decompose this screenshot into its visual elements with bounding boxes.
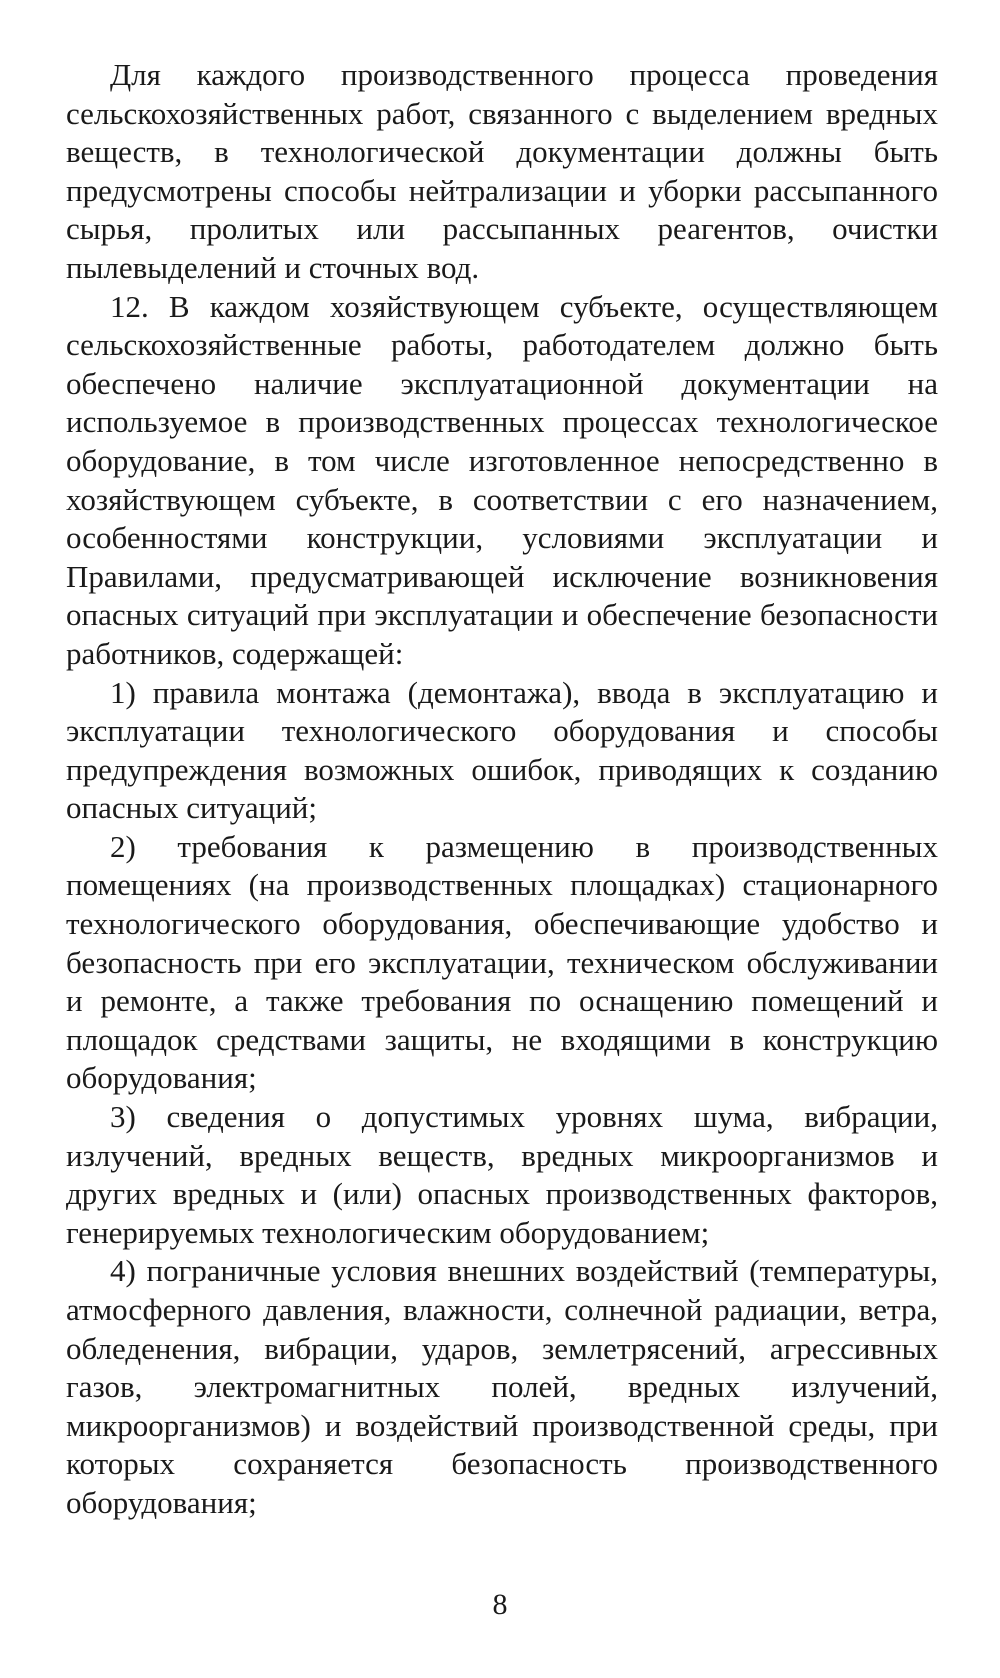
paragraph-harmful-substances: Для каждого производственного процесса проведения сельскохозяйственных работ, связанного с выделением вредных веществ, в технологической документации должны быть предусмотрены способы нейтрализации и уборки рассыпанного сырья, пролитых или рассыпанных реагентов, очистки пылевыделений и сточных вод. [66,57,938,285]
document-page [66,56,938,1616]
page-number: 8 [492,1588,508,1621]
list-item-1: 1) правила монтажа (демонтажа), ввода в эксплуатацию и эксплуатации технологического оборудования и способы предупреждения возможных ошибок, приводящих к созданию опасных ситуаций; [66,674,938,826]
list-item-3: 3) сведения о допустимых уровнях шума, вибрации, излучений, вредных веществ, вредных микроорганизмов и других вредных и (или) опасных производственных факторов, генерируемых технологическим оборудованием; [66,1099,938,1250]
body-text [66,56,938,1523]
list-item-2: 2) требования к размещению в производственных помещениях (на производственных площадках) стационарного технологического оборудования, обеспечивающие удобство и безопасность при его эксплуатации, техническом обслуживании и ремонте, а также требования по оснащению помещений и площадок средствами защиты, не входящими в конструкцию оборудования; [66,828,938,1096]
list-item-4: 4) пограничные условия внешних воздействий (температуры, атмосферного давления, влажности, солнечной радиации, ветра, обледенения, вибрации, ударов, землетрясений, агрессивных газов, электромагнитных полей, вредных излучений, микроорганизмов) и воздействий производственной среды, при которых сохраняется безопасность производственного оборудования; [66,1253,938,1520]
paragraph-item-12: 12. В каждом хозяйствующем субъекте, осуществляющем сельскохозяйственные работы, работодателем должно быть обеспечено наличие эксплуатационной документации на используемое в производственных процессах технологическое оборудование, в том числе изготовленное непосредственно в хозяйствующем субъекте, в соответствии с его назначением, особенностями конструкции, условиями эксплуатации и Правилами, предусматривающей исключение возникновения опасных ситуаций при эксплуатации и обеспечение безопасности работников, содержащей: [66,288,938,671]
